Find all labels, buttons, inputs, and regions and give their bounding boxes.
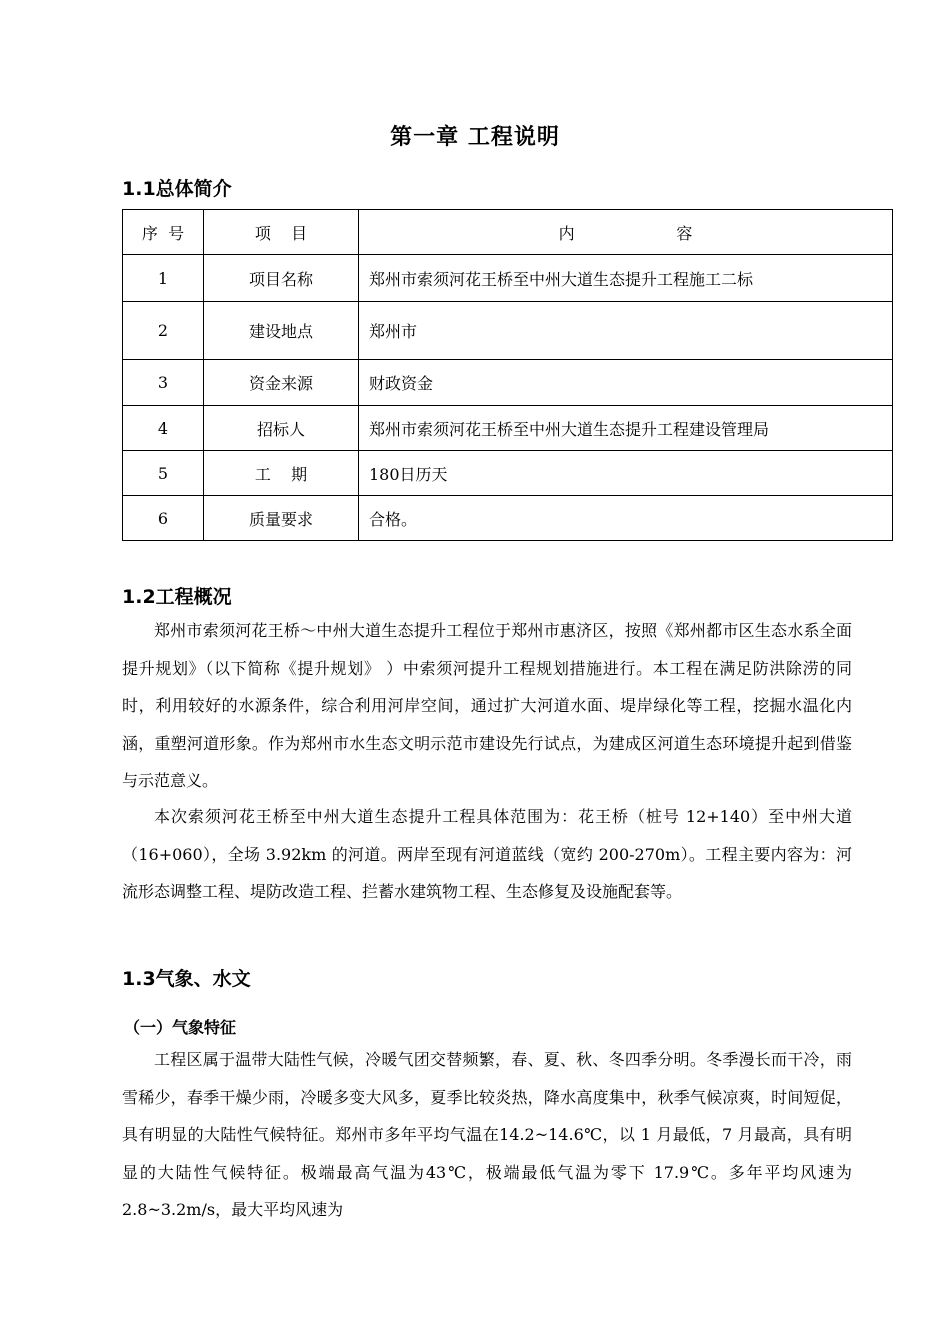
table-cell-number: 6 xyxy=(123,496,204,541)
paragraph-project-overview-1: 郑州市索须河花王桥～中州大道生态提升工程位于郑州市惠济区，按照《郑州都市区生态水系全面提升规划》（以下简称《提升规划》 ）中索须河提升工程规划措施进行。本工程在满足防洪除涝的同时，利用较好的水源条件，综合利用河岸空间，通过扩大河道水面、堤岸绿化等工程，挖掘水温化内涵，重塑河道形象。作为郑州市水生态文明示范市建设先行试点，为建成区河道生态环境提升起到借鉴与示范意义。 xyxy=(122,621,852,790)
table-cell-item: 工 期 xyxy=(204,451,359,496)
table-header-cell: 项 目 xyxy=(204,210,359,255)
table-cell-item: 资金来源 xyxy=(204,360,359,406)
table-cell-item: 建设地点 xyxy=(204,302,359,360)
table-row xyxy=(123,302,893,360)
table-row xyxy=(123,451,893,496)
section-heading-climate-hydrology: 1.3气象、水文 xyxy=(122,968,251,990)
paragraph-climate: 工程区属于温带大陆性气候，冷暖气团交替频繁，春、夏、秋、冬四季分明。冬季漫长而干冷，雨雪稀少，春季干燥少雨，冷暖多变大风多，夏季比较炎热，降水高度集中，秋季气候凉爽，时间短促，具有明显的大陆性气候特征。郑州市多年平均气温在14.2~14.6℃，以 1 月最低，7 月最高，具有明显的大陆性气候特征。极端最高气温为43℃，极端最低气温为零下 17.9℃。多年平均风速为 2.8~3.2m/s，最大平均风速为 xyxy=(122,1050,852,1219)
table-cell-number: 4 xyxy=(123,406,204,451)
table-cell-content: 郑州市 xyxy=(359,302,893,360)
table-cell-number: 2 xyxy=(123,302,204,360)
table-cell-content: 郑州市索须河花王桥至中州大道生态提升工程施工二标 xyxy=(359,255,893,302)
table-header-cell: 内 容 xyxy=(359,210,893,255)
sub-heading-climate: （一）气象特征 xyxy=(124,1018,237,1037)
table-cell-number: 5 xyxy=(123,451,204,496)
table-row xyxy=(123,360,893,406)
table-row xyxy=(123,496,893,541)
table-cell-content: 财政资金 xyxy=(359,360,893,406)
section-heading-project-overview: 1.2工程概况 xyxy=(122,586,232,608)
chapter-title: 第一章 工程说明 xyxy=(390,125,560,150)
table-cell-item: 项目名称 xyxy=(204,255,359,302)
table-cell-content: 郑州市索须河花王桥至中州大道生态提升工程建设管理局 xyxy=(359,406,893,451)
table-cell-number: 1 xyxy=(123,255,204,302)
table-row xyxy=(123,255,893,302)
table-cell-content: 180日历天 xyxy=(359,451,893,496)
paragraph-project-overview-2: 本次索须河花王桥至中州大道生态提升工程具体范围为：花王桥（桩号 12+140）至中州大道（16+060），全场 3.92km 的河道。两岸至现有河道蓝线（宽约 200-270m）。工程主要内容为：河流形态调整工程、堤防改造工程、拦蓄水建筑物工程、生态修复及设施配套等。 xyxy=(122,807,852,901)
table-row xyxy=(123,406,893,451)
table-cell-item: 质量要求 xyxy=(204,496,359,541)
table-cell-number: 3 xyxy=(123,360,204,406)
overview-table xyxy=(122,209,893,541)
table-cell-content: 合格。 xyxy=(359,496,893,541)
table-header-row xyxy=(123,210,893,255)
table-cell-item: 招标人 xyxy=(204,406,359,451)
section-heading-overview: 1.1总体简介 xyxy=(122,178,232,200)
table-header-cell: 序 号 xyxy=(123,210,204,255)
